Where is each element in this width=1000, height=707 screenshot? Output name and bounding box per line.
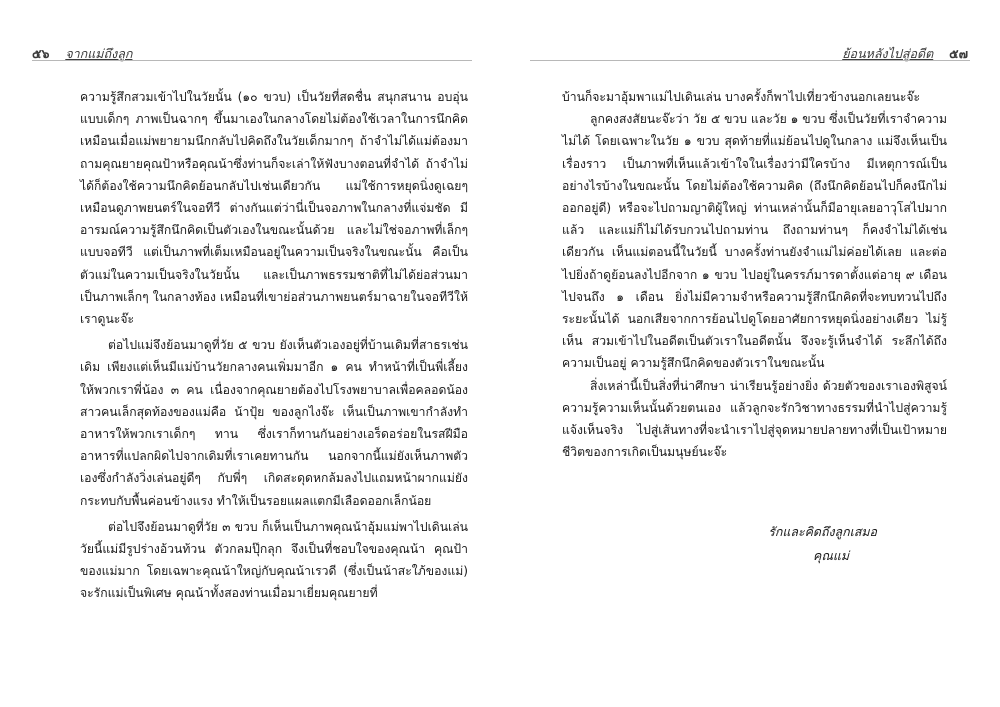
right-page-number: ๕๗ <box>949 46 968 61</box>
closing-signature <box>562 520 947 568</box>
left-header-rule <box>32 60 472 61</box>
right-page-header <box>842 44 968 64</box>
left-running-title: จากแม่ถึงลูก <box>65 46 133 61</box>
left-page-number: ๕๖ <box>32 46 50 61</box>
left-paragraph-3: ต่อไปจึงย้อนมาดูที่วัย ๓ ขวบ ก็เห็นเป็นภาพคุณน้าอุ้มแม่พาไปเดินเล่น วัยนี้แม่มีรูปร่างอ้วนท้วน ตัวกลมปุ๊กลุก จึงเป็นที่ชอบใจของคุณน้า คุณป้าของแม่มาก โดยเฉพาะคุณน้าใหญ่กับคุณน้าเรวดี (ซึ่งเป็นน้าสะใภ้ของแม่) จะรักแม่เป็นพิเศษ คุณน้าทั้งสองท่านเมื่อมาเยี่ยมคุณยายที่ <box>80 519 468 601</box>
signature-name: คุณแม่ <box>813 548 849 563</box>
right-body-text <box>562 86 947 463</box>
right-paragraph-2: ลูกคงสงสัยนะจ๊ะว่า วัย ๕ ขวบ และวัย ๑ ขวบ ซึ่งเป็นวัยที่เราจำความไม่ได้ โดยเฉพาะในวัย ๑ ขวบ สุดท้ายที่แม่ย้อนไปดูในกลาง แม่จึงเห็นเป็นเรื่องราว เป็นภาพที่เห็นแล้วเข้าใจในเรื่องว่ามีใครบ้าง มีเหตุการณ์เป็นอย่างไรบ้างในขณะนั้น โดยไม่ต้องใช้ความคิด (ถึงนึกคิดย้อนไปก็คงนึกไม่ออกอยู่ดี) หรือจะไปถามญาติผู้ใหญ่ ท่านเหล่านั้นก็มีอายุเลยอาวุโสไปมากแล้ว และแม่ก็ไม่ได้รบกวนไปถามท่าน ถึงถามท่านๆ ก็คงจำไม่ได้เช่นเดียวกัน เห็นแม่ตอนนี้ในวัยนี้ บางครั้งท่านยังจำแม่ไม่ค่อยได้เลย และต่อไปยิ่งถ้าดูย้อนลงไปอีกจาก ๑ ขวบ ไปอยู่ในครรภ์มารดาตั้งแต่อายุ ๙ เดือนไปจนถึง ๑ เดือน ยิ่งไม่มีความจำหรือความรู้สึกนึกคิดที่จะทบทวนไปถึงระยะนั้นได้ นอกเสียจากการย้อนไปดูโดยอาศัยการหยุดนิ่งอย่างเดียว ไม่รู้เห็น สวมเข้าไปในอดีตเป็นตัวเราในอดีตนั้น จึงจะรู้เห็นจำได้ ระลึกได้ถึงความเป็นอยู่ ความรู้สึกนึกคิดของตัวเราในขณะนั้น <box>562 112 947 371</box>
right-header-rule <box>530 60 970 61</box>
left-body-text <box>80 86 468 605</box>
right-paragraph-3: สิ่งเหล่านี้เป็นสิ่งที่น่าศึกษา น่าเรียนรู้อย่างยิ่ง ด้วยตัวของเราเองพิสูจน์ความรู้ความเห็นนั้นด้วยตนเอง แล้วลูกจะรักวิชาทางธรรมที่นำไปสู่ความรู้แจ้งเห็นจริง ไปสู่เส้นทางที่จะนำเราไปสู่จุดหมายปลายทางที่เป็นเป้าหมายชีวิตของการเกิดเป็นมนุษย์นะจ๊ะ <box>562 378 947 460</box>
left-page-header <box>32 44 132 64</box>
closing-line: รักและคิดถึงลูกเสมอ <box>768 524 877 539</box>
left-paragraph-1: ความรู้สึกสวมเข้าไปในวัยนั้น (๑๐ ขวบ) เป็นวัยที่สดชื่น สนุกสนาน อบอุ่นแบบเด็กๆ ภาพเป็นฉากๆ ขึ้นมาเองในกลางโดยไม่ต้องใช้เวลาในการนึกคิดเหมือนเมื่อแม่พยายามนึกกลับไปคิดถึงในวัยเด็กมากๆ ถ้าจำไม่ได้แม่ต้องมาถามคุณยายคุณป้าหรือคุณน้าซึ่งท่านก็จะเล่าให้ฟังบางตอนที่จำได้ ถ้าจำไม่ได้ก็ต้องใช้ความนึกคิดย้อนกลับไปเช่นเดียวกัน แม่ใช้การหยุดนิ่งดูเฉยๆ เหมือนดูภาพยนตร์ในจอทีวี ต่างกันแต่ว่านี่เป็นจอภาพในกลางที่แจ่มชัด มีอารมณ์ความรู้สึกนึกคิดเป็นตัวเองในขณะนั้นด้วย และไม่ใช่จอภาพที่เล็กๆ แบบจอทีวี แต่เป็นภาพที่เต็มเหมือนอยู่ในความเป็นจริงในขณะนั้น คือเป็นตัวแม่ในความเป็นจริงในวัยนั้น และเป็นภาพธรรมชาติที่ไม่ได้ย่อส่วนมาเป็นภาพเล็กๆ ในกลางท้อง เหมือนที่เขาย่อส่วนภาพยนตร์มาฉายในจอทีวีให้เราดูนะจ๊ะ <box>80 90 468 327</box>
right-paragraph-1: บ้านก็จะมาอุ้มพาแม่ไปเดินเล่น บางครั้งก็พาไปเที่ยวข้างนอกเลยนะจ๊ะ <box>562 90 921 104</box>
right-running-title: ย้อนหลังไปสู่อดีต <box>842 46 934 61</box>
left-paragraph-2: ต่อไปแม่จึงย้อนมาดูที่วัย ๕ ขวบ ยังเห็นตัวเองอยู่ที่บ้านเดิมที่สาธรเช่นเดิม เพียงแต่เห็นมีแม่บ้านวัยกลางคนเพิ่มมาอีก ๑ คน ทำหน้าที่เป็นพี่เลี้ยงให้พวกเราพี่น้อง ๓ คน เนื่องจากคุณยายต้องไปโรงพยาบาลเพื่อคลอดน้องสาวคนเล็กสุดท้องของแม่คือ น้าปุ้ย ของลูกไงจ๊ะ เห็นเป็นภาพเขากำลังทำอาหารให้พวกเราเด็กๆ ทาน ซึ่งเราก็ทานกันอย่างเอร็ดอร่อยในรสฝีมืออาหารที่แปลกผิดไปจากเดิมที่เราเคยทานกัน นอกจากนี้แม่ยังเห็นภาพตัวเองซึ่งกำลังวิ่งเล่นอยู่ดีๆ กับพี่ๆ เกิดสะดุดหกล้มลงไปแถมหน้าผากแม่ยังกระทบกับพื้นค่อนข้างแรง ทำให้เป็นรอยแผลแตกมีเลือดออกเล็กน้อย <box>80 338 468 508</box>
right-page <box>500 0 1000 707</box>
